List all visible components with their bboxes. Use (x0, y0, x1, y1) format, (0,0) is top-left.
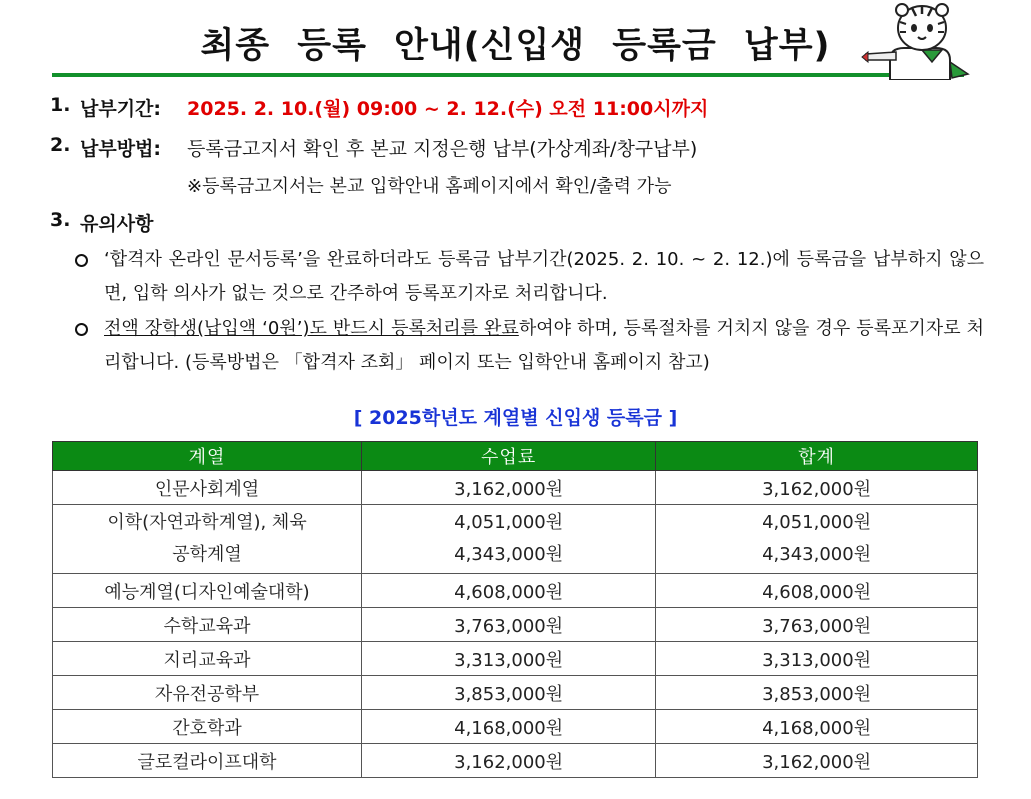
table-row (53, 608, 978, 642)
notice-text: 하여야 하며, 등록절차를 거치지 않을 경우 등록포기자로 처리합니다. (등록방법은 「합격자 조회」 페이지 또는 입학안내 홈페이지 참고) (104, 318, 984, 373)
notice-emphasis: 전액 장학생(납입액 ‘0원’)도 반드시 등록처리를 완료 (104, 318, 519, 339)
total-cell: 3,162,000원 (656, 744, 978, 778)
total-line: 4,051,000원 (762, 512, 872, 533)
table-row (53, 710, 978, 744)
section-number: 2. (50, 134, 71, 156)
bullet-icon (75, 254, 88, 267)
total-cell: 3,313,000원 (656, 642, 978, 676)
tuition-cell: 3,313,000원 (362, 642, 656, 676)
dept-cell: 수학교육과 (53, 608, 362, 642)
tuition-cell: 3,763,000원 (362, 608, 656, 642)
tuition-cell (362, 505, 656, 574)
notice-item (104, 312, 984, 380)
total-cell: 4,608,000원 (656, 574, 978, 608)
table-row (53, 574, 978, 608)
dept-cell: 인문사회계열 (53, 471, 362, 505)
header-tuition: 수업료 (362, 442, 656, 471)
table-row (53, 676, 978, 710)
table-caption: [ 2025학년도 계열별 신입생 등록금 ] (353, 407, 678, 429)
section-number: 3. (50, 209, 71, 231)
dept-cell (53, 505, 362, 574)
table-row (53, 471, 978, 505)
total-cell (656, 505, 978, 574)
tuition-cell: 3,162,000원 (362, 744, 656, 778)
dept-cell: 글로컬라이프대학 (53, 744, 362, 778)
header-dept: 계열 (53, 442, 362, 471)
dept-cell: 간호학과 (53, 710, 362, 744)
notice-item: ‘합격자 온라인 문서등록’을 완료하더라도 등록금 납부기간(2025. 2. 10. ~ 2. 12.)에 등록금을 납부하지 않으면, 입학 의사가 없는 것으로 간주하여 등록포기자로 처리합니다. (104, 249, 984, 304)
table-row (53, 505, 978, 574)
tuition-table (52, 441, 978, 778)
dept-cell: 지리교육과 (53, 642, 362, 676)
tuition-cell: 4,168,000원 (362, 710, 656, 744)
total-cell: 3,162,000원 (656, 471, 978, 505)
dept-line: 공학계열 (172, 544, 242, 565)
tuition-line: 4,343,000원 (454, 544, 564, 565)
header-total: 합계 (656, 442, 978, 471)
tuition-cell: 3,853,000원 (362, 676, 656, 710)
total-line: 4,343,000원 (762, 544, 872, 565)
dept-cell: 자유전공학부 (53, 676, 362, 710)
period-value: 2025. 2. 10.(월) 09:00 ~ 2. 12.(수) 오전 11:00시까지 (187, 98, 709, 120)
tiger-mascot-icon (860, 2, 970, 80)
method-value: 등록금고지서 확인 후 본교 지정은행 납부(가상계좌/창구납부) (187, 138, 698, 160)
total-cell: 4,168,000원 (656, 710, 978, 744)
tuition-cell: 4,608,000원 (362, 574, 656, 608)
tuition-cell: 3,162,000원 (362, 471, 656, 505)
total-cell: 3,853,000원 (656, 676, 978, 710)
total-cell: 3,763,000원 (656, 608, 978, 642)
dept-line: 이학(자연과학계열), 체육 (107, 512, 307, 533)
method-note: ※등록금고지서는 본교 입학안내 홈페이지에서 확인/출력 가능 (187, 176, 672, 197)
table-row (53, 642, 978, 676)
cautions-label: 유의사항 (80, 213, 154, 235)
section-number: 1. (50, 94, 71, 116)
table-header-row (53, 442, 978, 471)
table-row (53, 744, 978, 778)
page-title: 최종 등록 안내(신입생 등록금 납부) (200, 26, 831, 66)
period-label: 납부기간: (80, 98, 162, 120)
bullet-icon (75, 323, 88, 336)
dept-cell: 예능계열(디자인예술대학) (53, 574, 362, 608)
tuition-line: 4,051,000원 (454, 512, 564, 533)
title-divider (52, 73, 964, 77)
method-label: 납부방법: (80, 138, 162, 160)
